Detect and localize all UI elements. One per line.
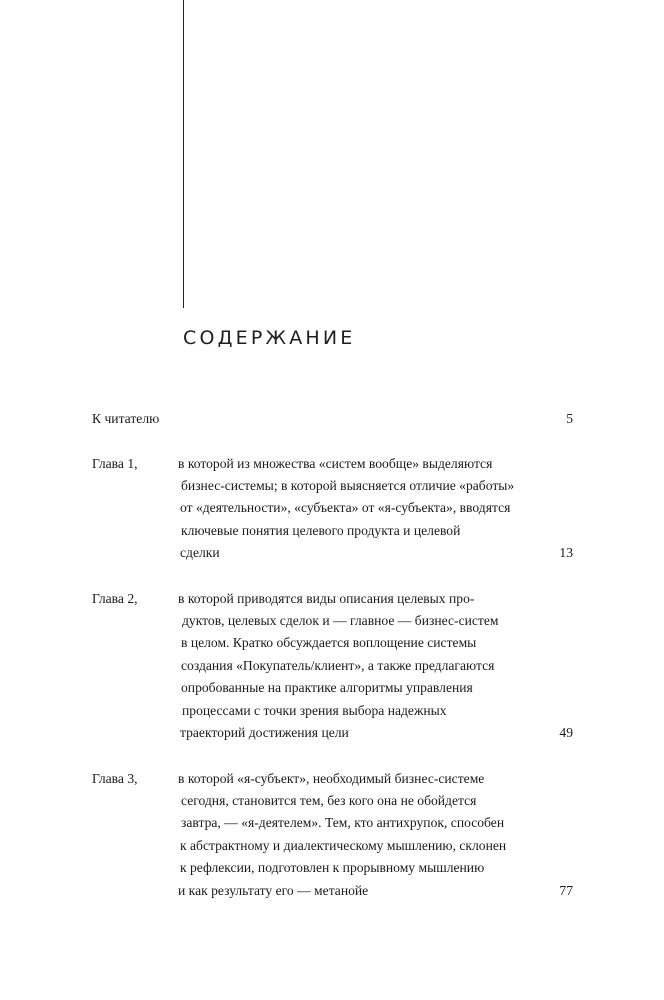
toc-entry-line: опробованные на практике алгоритмы управления: [181, 680, 473, 695]
toc-entry-line: завтра, — «я-деятелем». Тем, кто антихрупок, способен: [181, 815, 505, 830]
toc-entry-line: к рефлексии, подготовлен к прорывному мышлению: [180, 860, 485, 875]
toc-entry-label: Глава 2,: [92, 591, 138, 606]
vertical-rule: [183, 0, 184, 308]
toc-entry-line: к абстрактному и диалектическому мышлению, склонен: [180, 838, 507, 853]
toc-entry-page: 5: [566, 411, 573, 426]
toc-entry-label: К читателю: [92, 411, 160, 426]
toc-entry-line: и как результату его — метанойе: [178, 883, 369, 898]
toc-entry-line: в которой «я-субъект», необходимый бизнес-системе: [178, 771, 485, 786]
toc-entry-line: дуктов, целевых сделок и — главное — бизнес-систем: [182, 613, 499, 628]
toc-entry-line: траекторий достижения цели: [180, 725, 349, 740]
toc-entry-line: от «деятельности», «субъекта» от «я-субъекта», вводятся: [180, 500, 511, 515]
toc-entry-page: 77: [559, 883, 573, 898]
toc-entry-line: в целом. Кратко обсуждается воплощение системы: [181, 635, 477, 650]
toc-entry-line: в которой из множества «систем вообще» выделяются: [178, 456, 493, 471]
toc-entry-line: процессами с точки зрения выбора надежных: [182, 703, 447, 718]
toc-entry-line: сделки: [180, 545, 220, 560]
toc-entry-line: бизнес-системы; в которой выясняется отличие «работы»: [181, 478, 515, 493]
toc-entry-label: Глава 1,: [92, 456, 138, 471]
toc-entry-line: сегодня, становится тем, без кого она не обойдется: [181, 793, 477, 808]
toc-entry-label: Глава 3,: [92, 771, 138, 786]
toc-entry-line: ключевые понятия целевого продукта и целевой: [181, 523, 461, 538]
toc-entry-line: создания «Покупатель/клиент», а также предлагаются: [181, 658, 495, 673]
toc-entry-page: 13: [559, 545, 573, 560]
page-title: СОДЕРЖАНИЕ: [183, 327, 356, 349]
toc-entry-line: в которой приводятся виды описания целевых про-: [178, 591, 475, 606]
toc-entry-page: 49: [559, 725, 573, 740]
